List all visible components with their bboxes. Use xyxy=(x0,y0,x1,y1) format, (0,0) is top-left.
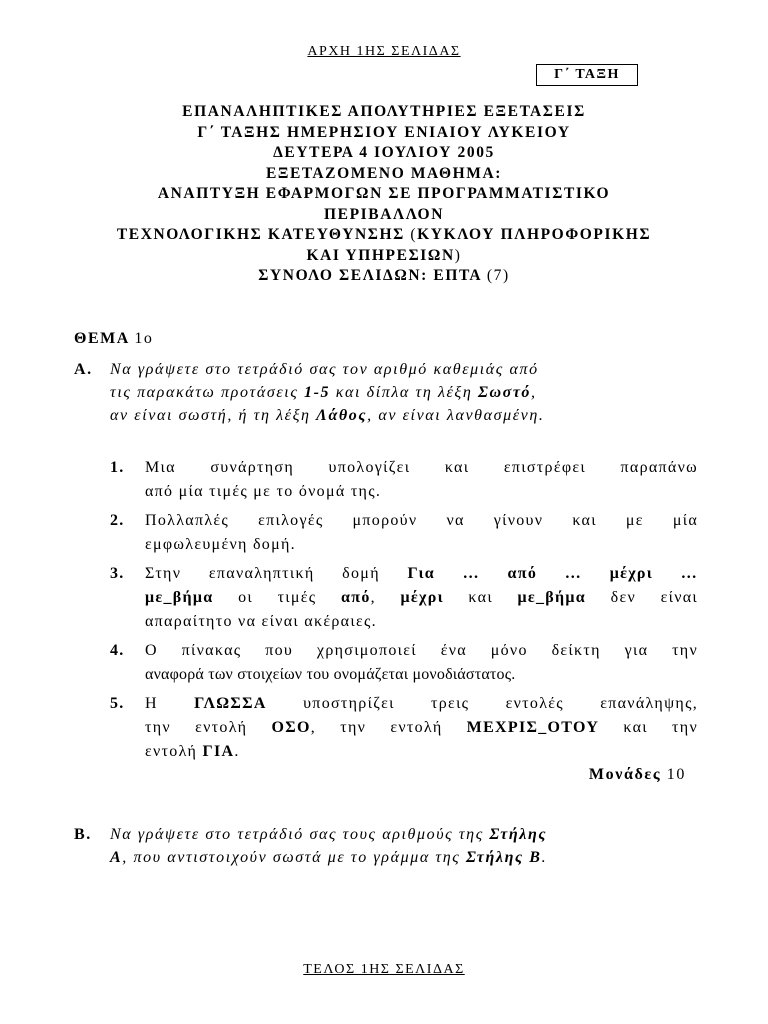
title-paren: ) xyxy=(454,246,462,264)
class-box: Γ΄ ΤΑΞΗ xyxy=(536,64,638,86)
item-line xyxy=(145,716,698,740)
item-number: 4. xyxy=(110,642,125,659)
text: , την εντολή xyxy=(310,719,467,736)
list-item xyxy=(110,692,698,764)
instruction-line xyxy=(110,823,698,846)
text: . xyxy=(541,849,548,866)
topic-label: ΘΕΜΑ xyxy=(74,330,135,347)
section-a-label: Α. xyxy=(74,361,93,378)
text-bold: ΓΙΑ xyxy=(202,743,235,760)
text: υποστηρίζει τρεις εντολές επανάληψης, xyxy=(266,695,698,712)
item-line: εμφωλευμένη δομή. xyxy=(145,536,296,553)
item-line xyxy=(145,586,698,610)
text-bold: Σωστό xyxy=(478,384,531,401)
list-item xyxy=(110,639,698,687)
title-paren: ( xyxy=(410,226,418,243)
item-line: Μια συνάρτηση υπολογίζει και επιστρέφει παραπάνω xyxy=(145,459,698,476)
item-text xyxy=(145,456,698,504)
page-header: ΑΡΧΗ 1ΗΣ ΣΕΛΙΔΑΣ xyxy=(307,44,461,59)
exam-title-block xyxy=(0,102,768,287)
title-line xyxy=(0,266,768,287)
instruction-line xyxy=(110,381,698,404)
marks-text: Μονάδες xyxy=(588,766,667,783)
text-bold: από xyxy=(341,589,371,606)
instruction-line: Να γράψετε στο τετράδιό σας τον αριθμό καθεμιάς από xyxy=(110,361,539,378)
text: αν είναι σωστή, ή τη λέξη xyxy=(110,407,317,424)
text-bold: ΓΛΩΣΣΑ xyxy=(194,695,267,712)
text: . xyxy=(234,743,240,760)
title-line: ΠΕΡΙΒΑΛΛΟΝ xyxy=(324,205,444,223)
list-item xyxy=(110,509,698,557)
title-text: ΤΕΧΝΟΛΟΓΙΚΗΣ ΚΑΤΕΥΘΥΝΣΗΣ xyxy=(116,226,411,243)
item-text xyxy=(145,562,698,634)
text: την εντολή xyxy=(145,719,272,736)
text-bold: Για … από … μέχρι … xyxy=(407,565,698,582)
item-line xyxy=(145,740,698,764)
text-bold: Α xyxy=(110,849,123,866)
item-text xyxy=(145,692,698,764)
item-line: απαραίτητο να είναι ακέραιες. xyxy=(145,613,377,630)
item-number: 5. xyxy=(110,695,125,712)
text: , xyxy=(370,589,401,606)
title-line: ΔΕΥΤΕΡΑ 4 ΙΟΥΛΙΟΥ 2005 xyxy=(273,144,495,161)
text-bold: ΟΣΟ xyxy=(271,719,311,736)
section-b xyxy=(74,823,698,869)
text: Η xyxy=(145,695,195,712)
text: Στην επαναληπτική δομή xyxy=(145,565,408,582)
instruction-line xyxy=(110,404,698,427)
text: και xyxy=(443,589,518,606)
title-line xyxy=(0,246,768,267)
text-bold: Λάθος xyxy=(316,407,368,424)
text-bold: Στήλης xyxy=(489,826,548,843)
item-line: από μία τιμές με το όνομά της. xyxy=(145,483,382,500)
page-count-number: (7) xyxy=(486,267,510,284)
text-bold: Στήλης Β xyxy=(466,849,542,866)
section-b-label: Β. xyxy=(74,826,92,843)
page-footer: ΤΕΛΟΣ 1ΗΣ ΣΕΛΙΔΑΣ xyxy=(303,962,465,977)
list-item xyxy=(110,456,698,504)
marks-value: 10 xyxy=(666,766,686,783)
section-b-instructions xyxy=(110,823,698,869)
item-line: αναφορά των στοιχείων του ονομάζεται μονοδιάστατος. xyxy=(145,666,516,683)
item-text xyxy=(145,639,698,687)
text-bold: με_βήμα xyxy=(517,589,587,606)
topic-heading xyxy=(74,330,153,348)
text-bold: ΜΕΧΡΙΣ_ΟΤΟΥ xyxy=(466,719,600,736)
title-line xyxy=(0,225,768,246)
title-line: Γ΄ ΤΑΞΗΣ ΗΜΕΡΗΣΙΟΥ ΕΝΙΑΙΟΥ ΛΥΚΕΙΟΥ xyxy=(197,123,571,141)
text: τις παρακάτω προτάσεις xyxy=(110,384,305,401)
text: οι τιμές xyxy=(213,589,342,606)
text: , αν είναι λανθασμένη. xyxy=(367,407,545,424)
text-bold: 1-5 xyxy=(304,384,331,401)
list-item xyxy=(110,562,698,634)
item-line xyxy=(145,562,698,586)
title-text: ΚΑΙ ΥΠΗΡΕΣΙΩΝ xyxy=(306,246,455,264)
text: εντολή xyxy=(145,743,203,760)
instruction-line xyxy=(110,846,698,869)
item-line: Πολλαπλές επιλογές μπορούν να γίνουν και με μία xyxy=(145,512,698,529)
text-bold: με_βήμα xyxy=(145,589,214,606)
section-a-instructions xyxy=(110,358,698,427)
topic-number: 1ο xyxy=(134,330,154,347)
section-a xyxy=(74,358,698,427)
item-line: Ο πίνακας που χρησιμοποιεί ένα μόνο δείκτη για την xyxy=(145,642,698,659)
text: , που αντιστοιχούν σωστά με το γράμμα της xyxy=(122,849,466,866)
text: δεν είναι xyxy=(586,589,699,606)
statement-list xyxy=(110,456,698,769)
item-text xyxy=(145,509,698,557)
text: και την xyxy=(599,719,698,736)
item-number: 1. xyxy=(110,459,125,476)
text: Να γράψετε στο τετράδιό σας τους αριθμούς της xyxy=(110,826,490,843)
item-number: 2. xyxy=(110,512,125,529)
text-bold: μέχρι xyxy=(400,589,444,606)
text: , xyxy=(530,384,537,401)
title-line: ΑΝΑΠΤΥΞΗ ΕΦΑΡΜΟΓΩΝ ΣΕ ΠΡΟΓΡΑΜΜΑΤΙΣΤΙΚΟ xyxy=(157,185,611,202)
text: και δίπλα τη λέξη xyxy=(330,384,478,401)
item-number: 3. xyxy=(110,565,125,582)
title-text: ΚΥΚΛΟΥ ΠΛΗΡΟΦΟΡΙΚΗΣ xyxy=(417,226,652,243)
marks-label xyxy=(0,766,686,784)
item-line xyxy=(145,692,698,716)
title-line: ΕΠΑΝΑΛΗΠΤΙΚΕΣ ΑΠΟΛΥΤΗΡΙΕΣ ΕΞΕΤΑΣΕΙΣ xyxy=(182,103,586,120)
title-line: ΕΞΕΤΑΖΟΜΕΝΟ ΜΑΘΗΜΑ: xyxy=(265,164,503,182)
page-count-label: ΣΥΝΟΛΟ ΣΕΛΙΔΩΝ: ΕΠΤΑ xyxy=(258,267,487,284)
